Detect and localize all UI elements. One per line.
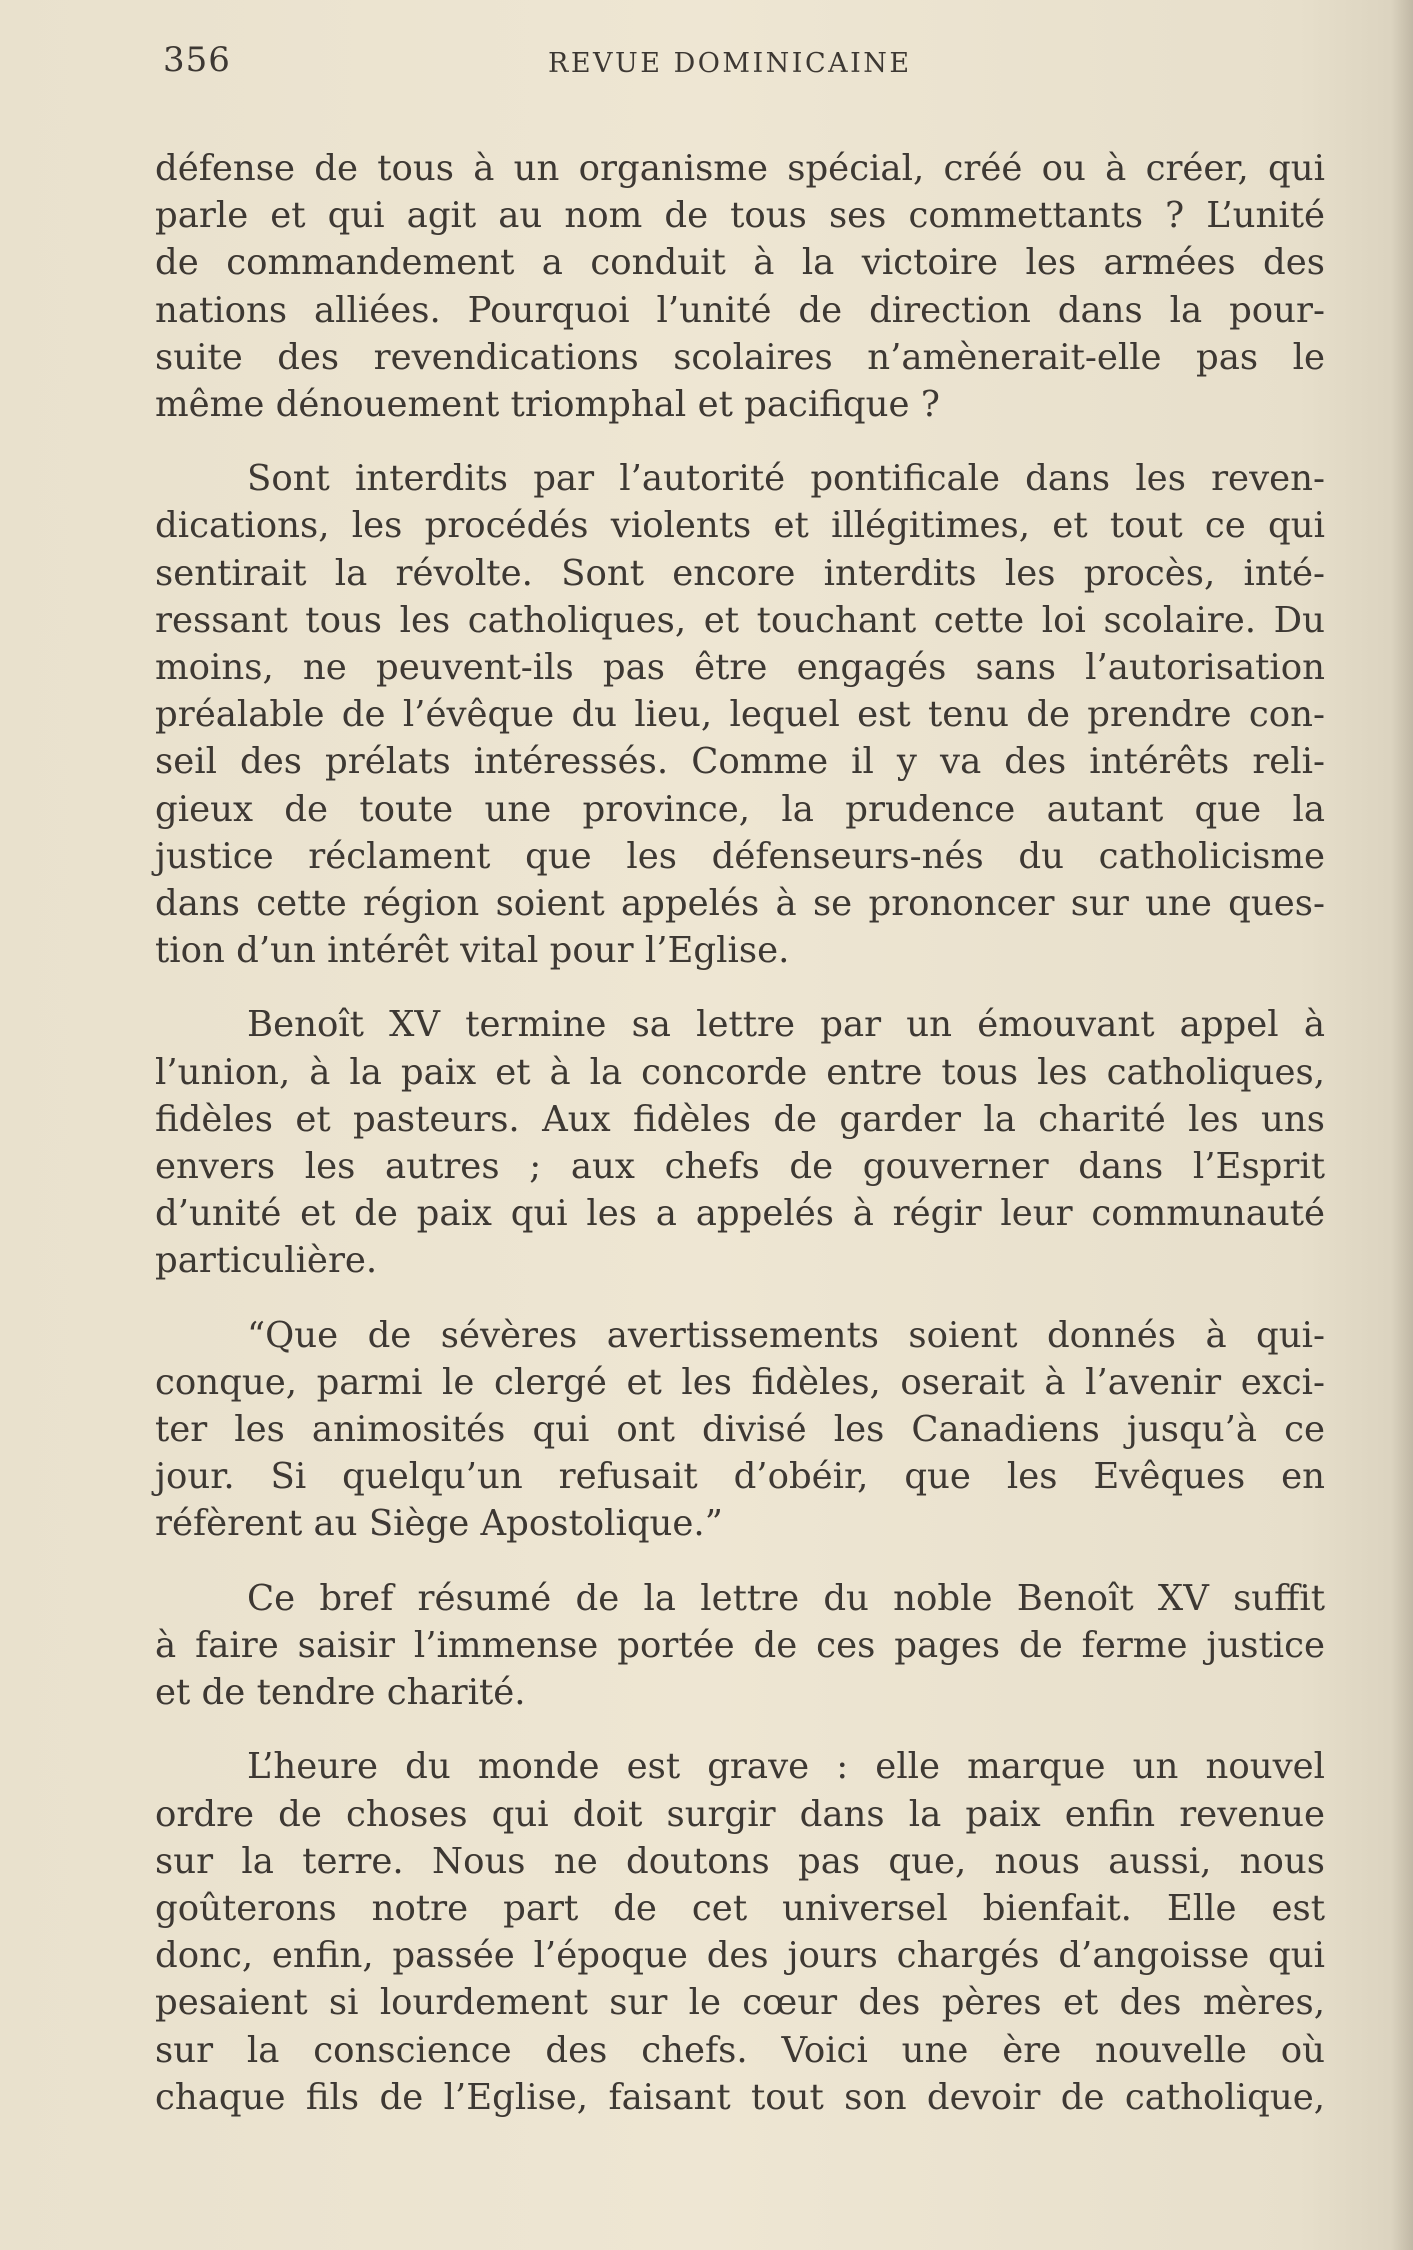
text-line: donc, enfin, passée l’époque des jours chargés d’angoisse qui bbox=[155, 1935, 1325, 1977]
text-line: pesaient si lourdement sur le cœur des pères et des mères, bbox=[155, 1982, 1325, 2024]
text-line: sentirait la révolte. Sont encore interdits les procès, inté- bbox=[155, 552, 1325, 594]
page-edge-shadow bbox=[1391, 0, 1413, 2250]
paragraph bbox=[155, 1312, 1325, 1548]
text-line: seil des prélats intéressés. Comme il y va des intérêts reli- bbox=[155, 741, 1325, 783]
text-line: ter les animosités qui ont divisé les Canadiens jusqu’à ce bbox=[155, 1409, 1325, 1451]
text-line: gieux de toute une province, la prudence autant que la bbox=[155, 788, 1325, 830]
text-line: envers les autres ; aux chefs de gouverner dans l’Esprit bbox=[155, 1146, 1325, 1188]
text-line: moins, ne peuvent-ils pas être engagés sans l’autorisation bbox=[155, 647, 1325, 689]
text-line: sur la conscience des chefs. Voici une ère nouvelle où bbox=[155, 2029, 1325, 2071]
text-line: réfèrent au Siège Apostolique.” bbox=[155, 1503, 723, 1545]
text-line: sur la terre. Nous ne doutons pas que, nous aussi, nous bbox=[155, 1840, 1325, 1882]
text-line: fidèles et pasteurs. Aux fidèles de garder la charité les uns bbox=[155, 1098, 1325, 1140]
text-line: ressant tous les catholiques, et touchant cette loi scolaire. Du bbox=[155, 599, 1325, 641]
text-line: dans cette région soient appelés à se prononcer sur une ques- bbox=[155, 883, 1325, 925]
text-line: dications, les procédés violents et illégitimes, et tout ce qui bbox=[155, 505, 1325, 547]
text-line: particulière. bbox=[155, 1240, 378, 1282]
text-line: jour. Si quelqu’un refusait d’obéir, que les Evêques en bbox=[155, 1456, 1325, 1498]
paragraph bbox=[155, 1743, 1325, 2121]
text-line: Sont interdits par l’autorité pontificale dans les reven- bbox=[247, 458, 1325, 500]
text-line: à faire saisir l’immense portée de ces pages de ferme justice bbox=[155, 1624, 1325, 1666]
text-line: “Que de sévères avertissements soient donnés à qui- bbox=[247, 1314, 1325, 1356]
text-line: justice réclament que les défenseurs-nés du catholicisme bbox=[155, 835, 1325, 877]
text-line: nations alliées. Pourquoi l’unité de direction dans la pour- bbox=[155, 289, 1325, 331]
page-number: 356 bbox=[163, 40, 231, 80]
text-line: même dénouement triomphal et pacifique ? bbox=[155, 384, 940, 426]
body-text bbox=[155, 145, 1325, 2148]
text-line: goûterons notre part de cet universel bienfait. Elle est bbox=[155, 1887, 1325, 1929]
text-line: de commandement a conduit à la victoire les armées des bbox=[155, 242, 1325, 284]
text-line: ordre de choses qui doit surgir dans la paix enfin revenue bbox=[155, 1793, 1325, 1835]
text-line: défense de tous à un organisme spécial, créé ou à créer, qui bbox=[155, 148, 1325, 189]
text-line: parle et qui agit au nom de tous ses commettants ? L’unité bbox=[155, 195, 1325, 237]
text-line: Benoît XV termine sa lettre par un émouvant appel à bbox=[247, 1004, 1325, 1046]
running-title: REVUE DOMINICAINE bbox=[548, 48, 912, 79]
text-line: suite des revendications scolaires n’amènerait-elle pas le bbox=[155, 336, 1325, 378]
text-line: préalable de l’évêque du lieu, lequel est tenu de prendre con- bbox=[155, 694, 1325, 736]
paragraph bbox=[155, 1575, 1325, 1717]
text-line: tion d’un intérêt vital pour l’Eglise. bbox=[155, 930, 790, 972]
paragraph bbox=[155, 455, 1325, 974]
text-line: chaque fils de l’Eglise, faisant tout son devoir de catholique, bbox=[155, 2076, 1325, 2118]
text-line: et de tendre charité. bbox=[155, 1672, 526, 1714]
paragraph bbox=[155, 145, 1325, 428]
paragraph bbox=[155, 1001, 1325, 1284]
text-line: conque, parmi le clergé et les fidèles, oserait à l’avenir exci- bbox=[155, 1361, 1325, 1403]
text-line: l’union, à la paix et à la concorde entre tous les catholiques, bbox=[155, 1051, 1325, 1093]
text-line: d’unité et de paix qui les a appelés à régir leur communauté bbox=[155, 1193, 1325, 1235]
page-header bbox=[163, 40, 1333, 90]
text-line: L’heure du monde est grave : elle marque un nouvel bbox=[247, 1746, 1325, 1788]
text-line: Ce bref résumé de la lettre du noble Benoît XV suffit bbox=[247, 1577, 1325, 1619]
